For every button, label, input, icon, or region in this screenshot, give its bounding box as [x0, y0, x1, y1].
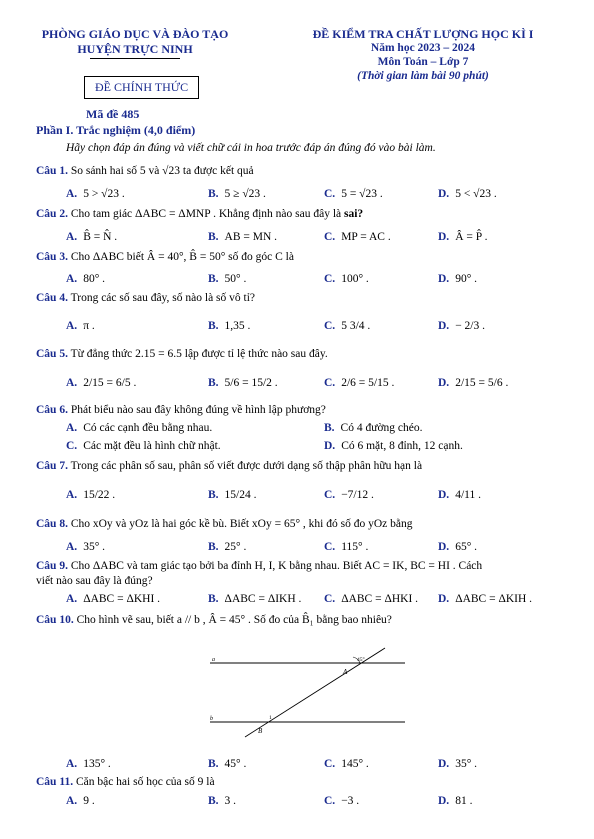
q4-option-b: B. 1,35 .: [208, 320, 251, 332]
question-4: Câu 4. Trong các số sau đây, số nào là số vô tỉ?: [36, 292, 256, 304]
q9-option-d: D. ΔABC = ΔKIH .: [438, 593, 533, 605]
question-number: Câu 1.: [36, 165, 68, 177]
question-5: Câu 5. Từ đẳng thức 2.15 = 6.5 lập được tỉ lệ thức nào sau đây.: [36, 348, 328, 360]
official-exam-box: ĐỀ CHÍNH THỨC: [84, 76, 199, 99]
question-6: Câu 6. Phát biểu nào sau đây không đúng về hình lập phương?: [36, 404, 326, 416]
q6-option-c: C. Các mặt đều là hình chữ nhật.: [66, 440, 221, 452]
q1-option-b: B. 5 ≥ √23 .: [208, 188, 266, 200]
q2-option-a: A. B̂ = N̂ .: [66, 231, 118, 243]
q7-option-c: C. −7/12 .: [324, 489, 374, 501]
q11-option-c: C. −3 .: [324, 795, 360, 807]
question-9: Câu 9. Cho ΔABC và tam giác tạo bởi ba đỉnh H, I, K bằng nhau. Biết AC = IK, BC = HI . Cách: [36, 560, 483, 572]
q4-option-a: A. π .: [66, 320, 95, 332]
q5-option-d: D. 2/15 = 5/6 .: [438, 377, 509, 389]
q10-option-a: A. 135° .: [66, 758, 111, 770]
q8-option-d: D. 65° .: [438, 541, 478, 553]
label-b: b: [210, 716, 213, 722]
question-3: Câu 3. Cho ΔABC biết Â = 40°, B̂ = 50° số đo góc C là: [36, 251, 294, 263]
part1-title: Phần I. Trắc nghiệm (4,0 điểm): [36, 123, 196, 137]
label-B: B: [258, 727, 263, 735]
question-text: So sánh hai số 5 và √23 ta được kết quả: [70, 165, 254, 177]
question-7: Câu 7. Trong các phân số sau, phân số viết được dưới dạng số thập phân hữu hạn là: [36, 460, 423, 472]
part1-instruction: Hãy chọn đáp án đúng và viết chữ cái in hoa trước đáp án đúng đó vào bài làm.: [66, 142, 436, 154]
q1-option-d: D. 5 < √23 .: [438, 188, 497, 200]
q8-option-a: A. 35° .: [66, 541, 106, 553]
q9-option-c: C. ΔABC = ΔHKI .: [324, 593, 419, 605]
question-text: Cho xOy và yOz là hai góc kề bù. Biết xOy = 65° , khi đó số đo yOz bằng: [70, 518, 413, 530]
q3-option-c: C. 100° .: [324, 273, 369, 285]
q11-option-b: B. 3 .: [208, 795, 237, 807]
question-text: Trong các số sau đây, số nào là số vô tỉ?: [70, 292, 256, 304]
q2-option-d: D. Â = P̂ .: [438, 231, 488, 243]
header-divider: [90, 58, 180, 59]
question-8: Câu 8. Cho xOy và yOz là hai góc kề bù. Biết xOy = 65° , khi đó số đo yOz bằng: [36, 518, 413, 530]
question-text: Căn bậc hai số học của số 9 là: [75, 776, 215, 788]
question-11: Câu 11. Căn bậc hai số học của số 9 là: [36, 776, 215, 788]
q9-option-a: A. ΔABC = ΔKHI .: [66, 593, 161, 605]
q6-option-d: D. Có 6 mặt, 8 đỉnh, 12 cạnh.: [324, 440, 463, 452]
question-text: Phát biểu nào sau đây không đúng về hình lập phương?: [70, 404, 326, 416]
dept-name: PHÒNG GIÁO DỤC VÀ ĐÀO TẠO: [41, 27, 229, 41]
q7-option-b: B. 15/24 .: [208, 489, 257, 501]
q8-option-b: B. 25° .: [208, 541, 247, 553]
angle-label: 45°: [357, 657, 365, 663]
question-text: Từ đẳng thức 2.15 = 6.5 lập được tỉ lệ thức nào sau đây.: [70, 348, 328, 360]
question-text: Cho ΔABC biết Â = 40°, B̂ = 50° số đo góc C là: [70, 251, 294, 263]
q11-option-a: A. 9 .: [66, 795, 95, 807]
q5-option-b: B. 5/6 = 15/2 .: [208, 377, 278, 389]
question-text: Cho ΔABC và tam giác tạo bởi ba đỉnh H, I, K bằng nhau. Biết AC = IK, BC = HI . Cách: [70, 560, 483, 572]
label-a: a: [212, 657, 215, 663]
q7-option-d: D. 4/11 .: [438, 489, 481, 501]
question-9-cont: viết nào sau đây là đúng?: [36, 575, 153, 587]
q11-option-d: D. 81 .: [438, 795, 473, 807]
q7-option-a: A. 15/22 .: [66, 489, 116, 501]
q2-option-c: C. MP = AC .: [324, 231, 391, 243]
q5-option-a: A. 2/15 = 6/5 .: [66, 377, 137, 389]
q1-option-a: A. 5 > √23 .: [66, 188, 125, 200]
q3-option-d: D. 90° .: [438, 273, 478, 285]
label-A: A: [343, 668, 348, 676]
q5-option-c: C. 2/6 = 5/15 .: [324, 377, 395, 389]
question-1: [36, 165, 254, 177]
subject: Môn Toán – Lớp 7: [377, 56, 469, 68]
angle-index-label: 1: [269, 715, 272, 721]
question-10: Câu 10. Cho hình vẽ sau, biết a // b , Â = 45° . Số đo của B̂₁ bằng bao nhiêu?: [36, 614, 392, 626]
question-emphasis: sai?: [344, 208, 364, 220]
exam-code: Mã đề 485: [86, 107, 140, 121]
q6-option-a: A. Có các cạnh đều bằng nhau.: [66, 422, 213, 434]
q10-option-c: C. 145° .: [324, 758, 369, 770]
q10-option-b: B. 45° .: [208, 758, 247, 770]
q4-option-c: C. 5 3/4 .: [324, 320, 371, 332]
q2-option-b: B. AB = MN .: [208, 231, 278, 243]
exam-duration: (Thời gian làm bài 90 phút): [357, 70, 489, 82]
q1-option-c: C. 5 = √23 .: [324, 188, 383, 200]
school-year: Năm học 2023 – 2024: [370, 42, 476, 54]
q9-option-b: B. ΔABC = ΔIKH .: [208, 593, 302, 605]
q8-option-c: C. 115° .: [324, 541, 369, 553]
q10-option-d: D. 35° .: [438, 758, 478, 770]
q4-option-d: D. − 2/3 .: [438, 320, 485, 332]
district-name: HUYỆN TRỰC NINH: [77, 42, 193, 56]
parallel-lines-figure: [200, 645, 420, 740]
q3-option-a: A. 80° .: [66, 273, 106, 285]
question-text: Cho tam giác ΔABC = ΔMNP . Khẳng định nào sau đây là: [70, 208, 342, 220]
question-text: Trong các phân số sau, phân số viết được dưới dạng số thập phân hữu hạn là: [70, 460, 423, 472]
question-2: Câu 2. Cho tam giác ΔABC = ΔMNP . Khẳng định nào sau đây là sai?: [36, 208, 364, 220]
question-text: Cho hình vẽ sau, biết a // b , Â = 45° . Số đo của B̂₁ bằng bao nhiêu?: [76, 614, 392, 626]
q3-option-b: B. 50° .: [208, 273, 247, 285]
q6-option-b: B. Có 4 đường chéo.: [324, 422, 423, 434]
exam-title: ĐỀ KIỂM TRA CHẤT LƯỢNG HỌC KÌ I: [312, 27, 534, 41]
